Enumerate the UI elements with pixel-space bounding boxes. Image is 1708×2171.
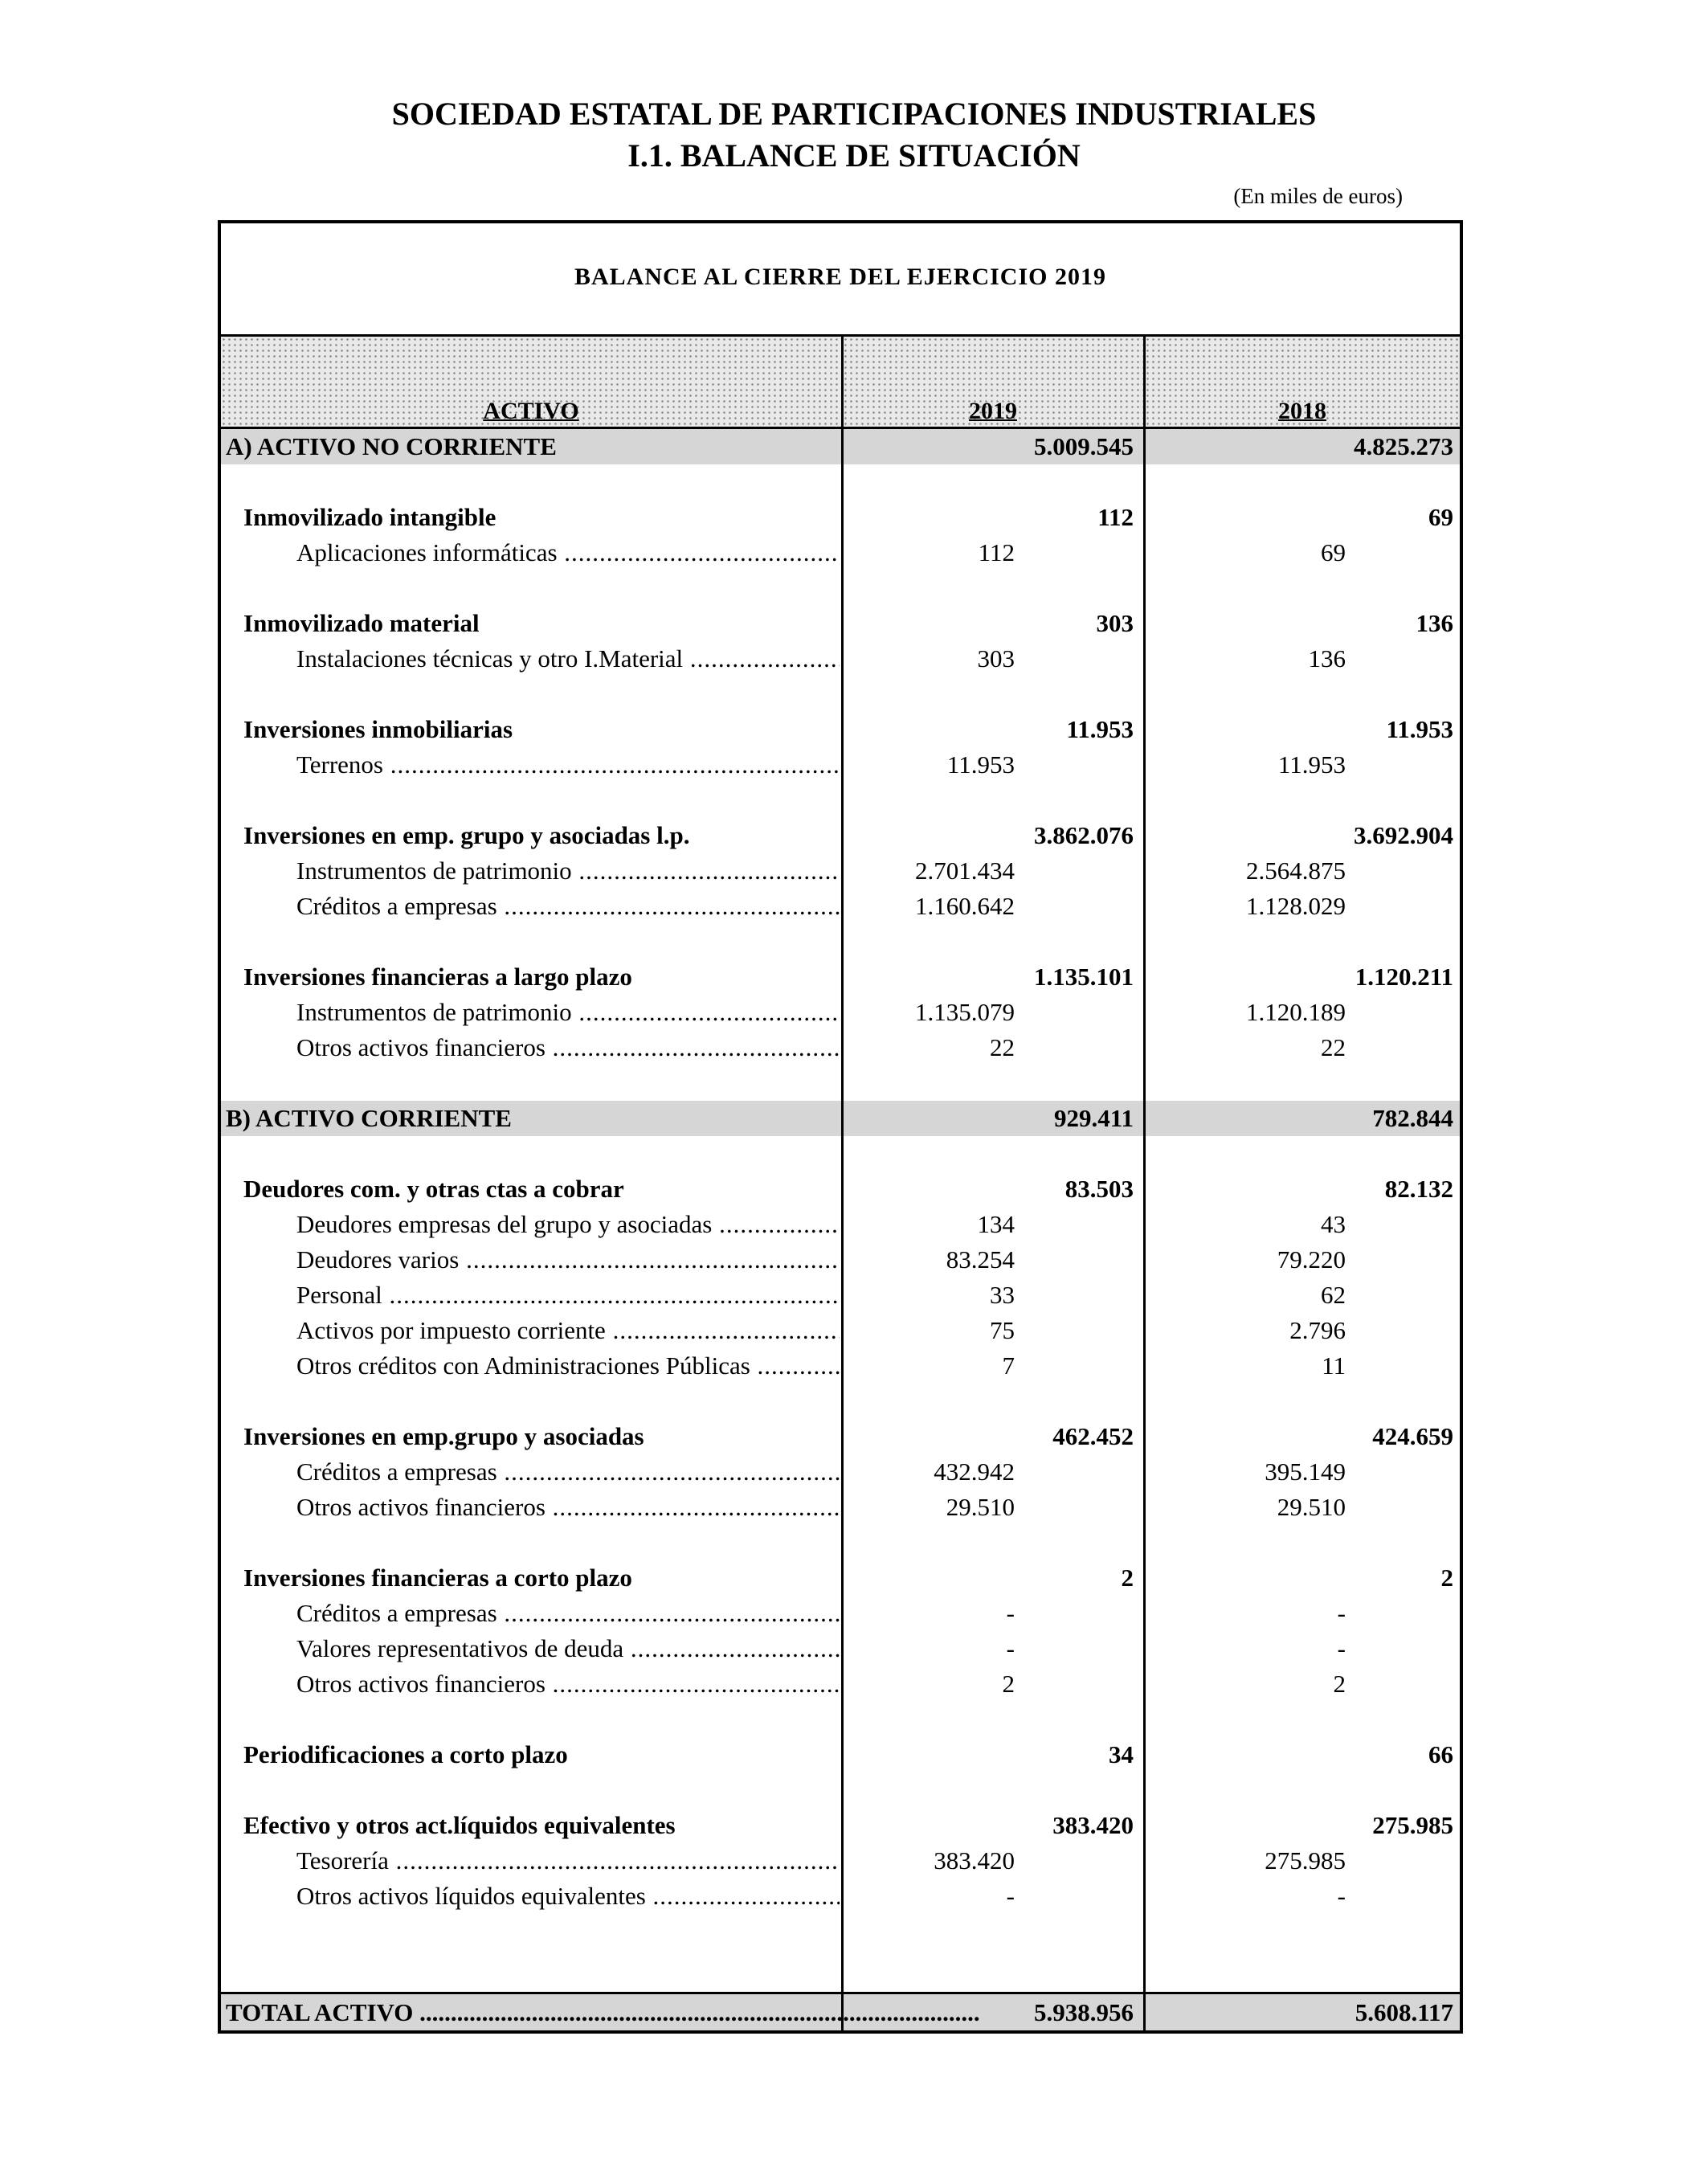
table-row-detail <box>221 995 1460 1030</box>
row-value-t18: 136 <box>1416 609 1453 637</box>
table-row-section <box>221 1101 1460 1136</box>
row-label: Inmovilizado material <box>243 609 480 637</box>
row-label: Deudores empresas del grupo y asociadas ..... <box>296 1207 840 1242</box>
row-value-d18: - <box>1337 1882 1346 1910</box>
row-value-t19: 929.411 <box>1053 1104 1134 1132</box>
table-row-detail <box>221 1843 1460 1879</box>
table-row-detail <box>221 1879 1460 1914</box>
row-label: Inversiones inmobiliarias <box>243 715 513 743</box>
row-value-d18: 29.510 <box>1277 1493 1346 1521</box>
row-label: Instrumentos de patrimonio ..... <box>296 995 840 1030</box>
table-row-group <box>221 1419 1460 1454</box>
row-label: Inversiones financieras a largo plazo <box>243 963 632 991</box>
row-value-t19: 462.452 <box>1052 1422 1134 1450</box>
row-label: Deudores varios ..... <box>296 1242 840 1278</box>
row-value-t19: 383.420 <box>1052 1811 1134 1839</box>
row-value-d18: 43 <box>1321 1210 1346 1238</box>
row-label: Inversiones en emp.grupo y asociadas <box>243 1422 644 1450</box>
total-divider <box>841 1994 844 2030</box>
row-label: Instalaciones técnicas y otro I.Material ..... <box>296 641 840 677</box>
row-value-d18: 11 <box>1322 1351 1346 1380</box>
table-row-detail <box>221 1278 1460 1313</box>
row-label: B) ACTIVO CORRIENTE <box>226 1104 512 1132</box>
table-row-group <box>221 500 1460 535</box>
row-value-t18: 424.659 <box>1372 1422 1453 1450</box>
table-row-detail <box>221 1631 1460 1666</box>
row-label: Terrenos ..... <box>296 747 840 783</box>
row-value-d19: 22 <box>990 1033 1015 1061</box>
row-value-d19: 83.254 <box>946 1245 1015 1274</box>
table-row-detail <box>221 1596 1460 1631</box>
column-divider-2018 <box>1143 337 1146 1992</box>
row-value-d19: 7 <box>1002 1351 1015 1380</box>
row-value-d19: - <box>1006 1882 1015 1910</box>
row-value-d19: 134 <box>977 1210 1015 1238</box>
row-value-d18: 395.149 <box>1265 1458 1346 1486</box>
row-value-d18: - <box>1337 1599 1346 1627</box>
row-value-t19: 5.009.545 <box>1034 432 1134 460</box>
row-label: A) ACTIVO NO CORRIENTE <box>226 432 557 460</box>
row-label: Otros activos financieros ..... <box>296 1490 840 1525</box>
table-row-detail <box>221 1666 1460 1702</box>
row-label: Créditos a empresas ..... <box>296 889 840 924</box>
row-value-d18: 69 <box>1321 538 1346 566</box>
table-row-detail <box>221 535 1460 570</box>
table-row-detail <box>221 1490 1460 1525</box>
table-row-group <box>221 1560 1460 1596</box>
row-value-d18: 22 <box>1321 1033 1346 1061</box>
row-label: Otros activos financieros ..... <box>296 1666 840 1702</box>
row-value-d19: 1.135.079 <box>915 998 1015 1026</box>
column-header-activo: ACTIVO <box>221 337 841 429</box>
total-activo-row <box>221 1992 1460 2030</box>
row-label: Tesorería ..... <box>296 1843 840 1879</box>
row-value-t18: 275.985 <box>1372 1811 1453 1839</box>
table-row-section <box>221 429 1460 464</box>
row-value-d18: 1.128.029 <box>1246 892 1346 920</box>
table-row-detail <box>221 747 1460 783</box>
row-value-t19: 303 <box>1096 609 1134 637</box>
row-value-d19: 432.942 <box>934 1458 1015 1486</box>
row-value-t19: 112 <box>1097 503 1134 531</box>
document-title: SOCIEDAD ESTATAL DE PARTICIPACIONES INDUSTRIALES <box>391 96 1317 132</box>
row-value-d19: 2.701.434 <box>915 857 1015 885</box>
row-value-d18: 275.985 <box>1265 1846 1346 1875</box>
row-value-t18: 4.825.273 <box>1354 432 1453 460</box>
row-label: Valores representativos de deuda ..... <box>296 1631 840 1666</box>
row-label: Otros activos líquidos equivalentes ..... <box>296 1879 840 1914</box>
row-value-d18: 79.220 <box>1277 1245 1346 1274</box>
row-value-t19: 11.953 <box>1066 715 1134 743</box>
row-label: Activos por impuesto corriente ..... <box>296 1313 840 1348</box>
row-label: Aplicaciones informáticas ..... <box>296 535 840 570</box>
row-label: Periodificaciones a corto plazo <box>243 1740 568 1768</box>
row-value-d18: 136 <box>1308 644 1346 673</box>
row-value-t18: 66 <box>1428 1740 1453 1768</box>
row-value-d19: 33 <box>990 1281 1015 1309</box>
row-value-t19: 1.135.101 <box>1034 963 1134 991</box>
table-row-group <box>221 712 1460 747</box>
row-label: Deudores com. y otras ctas a cobrar <box>243 1175 624 1203</box>
row-value-d19: 303 <box>977 644 1015 673</box>
row-value-t19: 3.862.076 <box>1034 821 1134 849</box>
row-value-t19: 34 <box>1109 1740 1134 1768</box>
column-header-2018: 2018 <box>1145 337 1460 429</box>
column-header-2019: 2019 <box>843 337 1143 429</box>
row-value-t19: 83.503 <box>1064 1175 1134 1203</box>
row-value-d19: 11.953 <box>946 750 1015 779</box>
total-2019: 5.938.956 <box>1034 1998 1134 2026</box>
row-value-t18: 11.953 <box>1386 715 1453 743</box>
row-label: Inmovilizado intangible <box>243 503 496 531</box>
table-row-group <box>221 1737 1460 1772</box>
table-row-detail <box>221 1313 1460 1348</box>
row-label: Créditos a empresas ..... <box>296 1454 840 1490</box>
row-label: Personal ..... <box>296 1278 840 1313</box>
row-value-t18: 2 <box>1440 1564 1453 1592</box>
row-value-t18: 782.844 <box>1372 1104 1453 1132</box>
table-row-group <box>221 1171 1460 1207</box>
row-value-d19: 29.510 <box>946 1493 1015 1521</box>
row-value-d18: 11.953 <box>1277 750 1346 779</box>
total-2018: 5.608.117 <box>1355 1998 1453 2026</box>
document-subtitle: I.1. BALANCE DE SITUACIÓN <box>627 137 1081 174</box>
table-row-detail <box>221 889 1460 924</box>
table-row-detail <box>221 641 1460 677</box>
row-label: Inversiones en emp. grupo y asociadas l.p. <box>243 821 690 849</box>
row-value-d18: 1.120.189 <box>1246 998 1346 1026</box>
row-value-d19: 383.420 <box>934 1846 1015 1875</box>
row-value-d19: 2 <box>1002 1670 1015 1698</box>
table-row-group <box>221 1808 1460 1843</box>
table-row-detail <box>221 1207 1460 1242</box>
table-row-detail <box>221 853 1460 889</box>
row-label: Otros activos financieros ..... <box>296 1030 840 1065</box>
table-header <box>218 220 1463 337</box>
table-row-group <box>221 606 1460 641</box>
row-value-d18: 62 <box>1321 1281 1346 1309</box>
row-value-d19: 112 <box>978 538 1015 566</box>
row-label: Créditos a empresas ..... <box>296 1596 840 1631</box>
table-row-detail <box>221 1030 1460 1065</box>
row-value-t18: 1.120.211 <box>1355 963 1453 991</box>
row-value-d18: 2.564.875 <box>1246 857 1346 885</box>
row-value-d19: 1.160.642 <box>915 892 1015 920</box>
total-label: TOTAL ACTIVO ..... <box>226 1994 981 2031</box>
table-row-detail <box>221 1454 1460 1490</box>
row-value-d19: - <box>1006 1599 1015 1627</box>
row-value-d18: - <box>1337 1634 1346 1662</box>
total-divider <box>1143 1994 1146 2030</box>
row-label: Efectivo y otros act.líquidos equivalentes <box>243 1811 676 1839</box>
column-divider-2019 <box>841 337 844 1992</box>
row-value-t18: 82.132 <box>1384 1175 1453 1203</box>
row-label: Inversiones financieras a corto plazo <box>243 1564 632 1592</box>
units-note: (En miles de euros) <box>1233 184 1403 208</box>
table-row-group <box>221 818 1460 853</box>
row-value-t18: 69 <box>1428 503 1453 531</box>
table-row-group <box>221 959 1460 995</box>
row-label: Instrumentos de patrimonio ..... <box>296 853 840 889</box>
table-header-text: BALANCE AL CIERRE DEL EJERCICIO 2019 <box>574 264 1106 290</box>
row-value-t19: 2 <box>1121 1564 1134 1592</box>
row-value-d19: - <box>1006 1634 1015 1662</box>
row-label: Otros créditos con Administraciones Públicas ..... <box>296 1348 840 1384</box>
row-value-d18: 2.796 <box>1289 1316 1346 1344</box>
row-value-d19: 75 <box>990 1316 1015 1344</box>
table-row-detail <box>221 1348 1460 1384</box>
row-value-d18: 2 <box>1333 1670 1346 1698</box>
row-value-t18: 3.692.904 <box>1354 821 1453 849</box>
table-row-detail <box>221 1242 1460 1278</box>
